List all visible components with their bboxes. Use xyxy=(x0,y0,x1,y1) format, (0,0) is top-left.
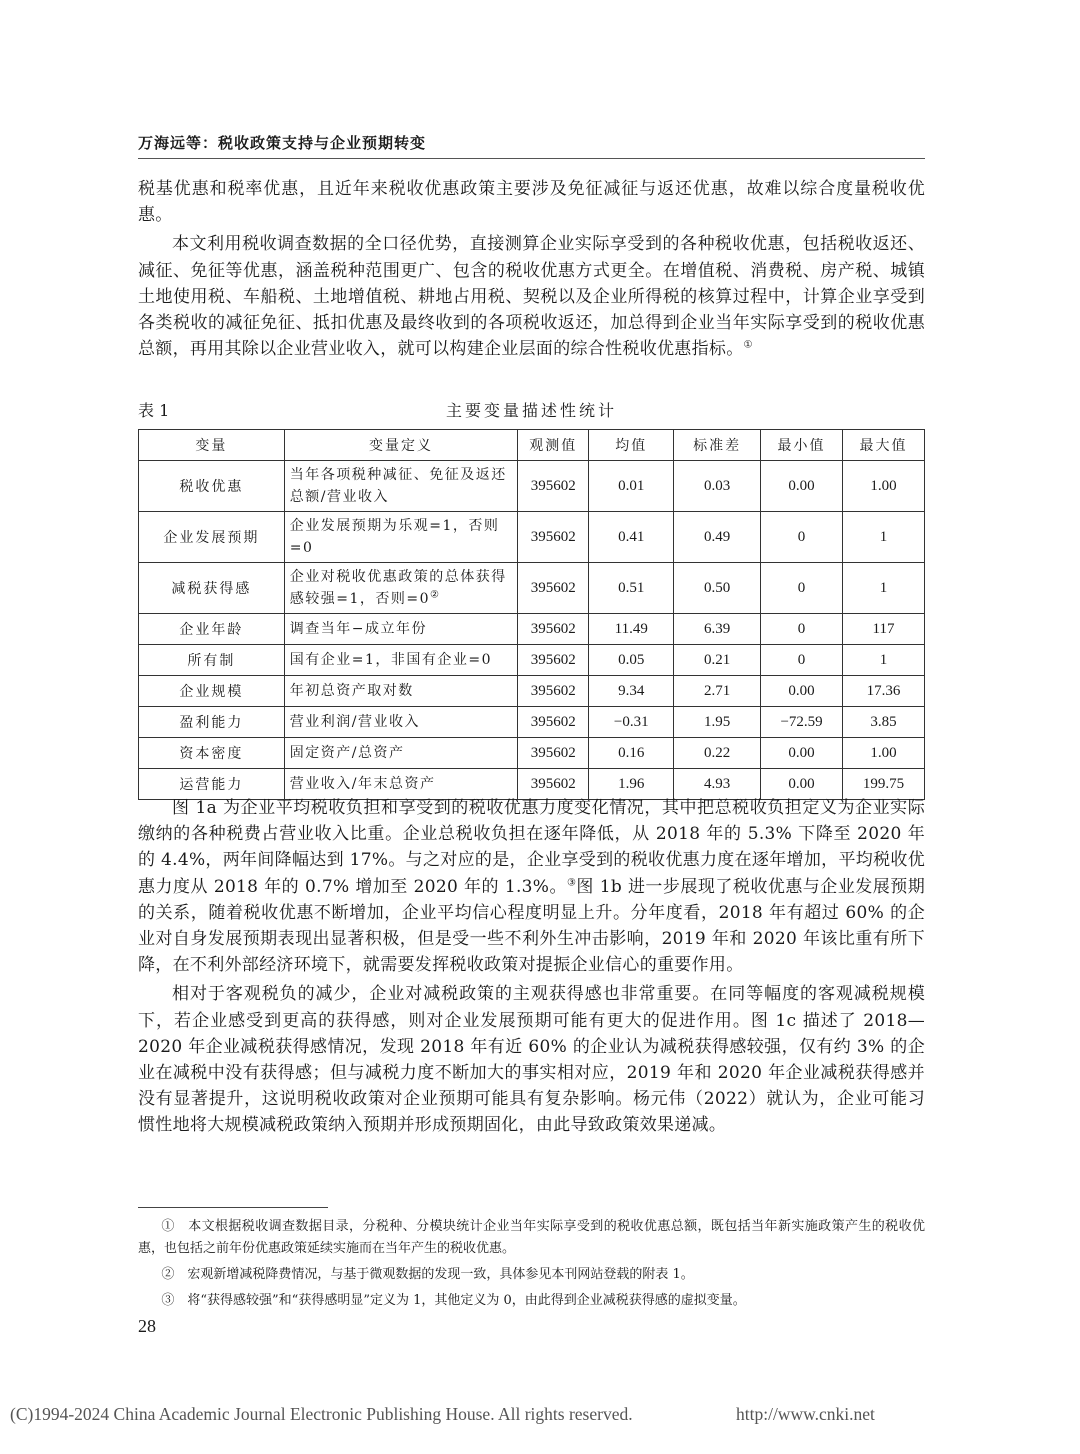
cell-max: 1 xyxy=(843,645,925,676)
definition-text: 企业对税收优惠政策的总体获得感较强=1，否则=0 xyxy=(289,569,507,607)
cell-variable: 盈利能力 xyxy=(139,707,285,738)
cell-variable: 企业发展预期 xyxy=(139,512,285,563)
definition-text: 当年各项税种减征、免征及返还总额/营业收入 xyxy=(289,467,507,505)
definition-text: 年初总资产取对数 xyxy=(289,683,414,699)
cell-min: −72.59 xyxy=(761,707,843,738)
cell-definition xyxy=(284,614,518,645)
col-header-n: 观测值 xyxy=(518,430,589,461)
cell-definition xyxy=(284,512,518,563)
col-header-mean: 均值 xyxy=(589,430,674,461)
cell-n: 395602 xyxy=(518,563,589,614)
paragraph-2-text: 本文利用税收调查数据的全口径优势，直接测算企业实际享受到的各种税收优惠，包括税收返还、减征、免征等优惠，涵盖税种范围更广、包含的税收优惠方式更全。在增值税、消费税、房产税、城镇土地使用税、车船税、土地增值税、耕地占用税、契税以及企业所得税的核算过程中，计算企业享受到各类税收的减征免征、抵扣优惠及最终收到的各项税收返还，加总得到企业当年实际享受到的税收优惠总额，再用其除以企业营业收入，就可以构建企业层面的综合性税收优惠指标。 xyxy=(138,234,925,360)
cell-max: 1 xyxy=(843,563,925,614)
definition-text: 营业收入/年末总资产 xyxy=(289,776,436,792)
paragraph-2 xyxy=(138,231,925,362)
cell-n: 395602 xyxy=(518,676,589,707)
cell-mean: 0.51 xyxy=(589,563,674,614)
cell-min: 0 xyxy=(761,512,843,563)
cell-min: 0 xyxy=(761,563,843,614)
paragraph-1: 税基优惠和税率优惠，且近年来税收优惠政策主要涉及免征减征与返还优惠，故难以综合度量税收优惠。 xyxy=(138,179,925,226)
cell-min: 0.00 xyxy=(761,676,843,707)
cell-max: 1 xyxy=(843,512,925,563)
definition-text: 调查当年−成立年份 xyxy=(289,621,427,637)
cell-definition xyxy=(284,738,518,769)
footnotes xyxy=(138,1216,925,1316)
cell-sd: 1.95 xyxy=(674,707,761,738)
footnote-1: ① 本文根据税收调查数据目录，分税种、分模块统计企业当年实际享受到的税收优惠总额，既包括当年新实施政策产生的税收优惠，也包括之前年份优惠政策延续实施而在当年产生的税收优惠。 xyxy=(138,1219,925,1256)
cell-mean: 0.16 xyxy=(589,738,674,769)
cell-sd: 4.93 xyxy=(674,769,761,800)
definition-text: 固定资产/总资产 xyxy=(289,745,405,761)
paragraph-4: 相对于客观税负的减少，企业对减税政策的主观获得感也非常重要。在同等幅度的客观减税规模下，若企业感受到更高的获得感，则对企业发展预期可能有更大的促进作用。图 1c 描述了 2018—2020 年企业减税获得感情况，发现 2018 年有近 60% 的企业认为减税获得感较强，仅有约 3% 的企业在减税中没有获得感；但与减税力度不断加大的事实相对应，2019 年和 2020 年企业减税获得感并没有显著提升，这说明税收政策对企业预期可能具有复杂影响。杨元伟（2022）就认为，企业可能习惯性地将大规模减税政策纳入预期并形成预期固化，由此导致政策效果递减。 xyxy=(138,984,925,1136)
copyright-notice: (C)1994-2024 China Academic Journal Electronic Publishing House. All rights reserved. xyxy=(10,1404,633,1424)
table-number: 表 1 xyxy=(138,401,170,420)
definition-text: 企业发展预期为乐观=1，否则=0 xyxy=(289,518,500,556)
definition-text: 国有企业=1，非国有企业=0 xyxy=(289,652,493,668)
cell-mean: −0.31 xyxy=(589,707,674,738)
cell-sd: 0.49 xyxy=(674,512,761,563)
discussion-text xyxy=(138,795,925,1142)
footnote-2: ② 宏观新增减税降费情况，与基于微观数据的发现一致，具体参见本刊网站登载的附表 1。 xyxy=(161,1267,694,1282)
cell-min: 0.00 xyxy=(761,738,843,769)
cell-min: 0.00 xyxy=(761,461,843,512)
col-header-definition: 变量定义 xyxy=(284,430,518,461)
cell-sd: 0.22 xyxy=(674,738,761,769)
descriptive-stats-table xyxy=(138,429,925,800)
cell-max: 199.75 xyxy=(843,769,925,800)
cell-sd: 0.21 xyxy=(674,645,761,676)
cell-mean: 0.41 xyxy=(589,512,674,563)
running-header: 万海远等：税收政策支持与企业预期转变 xyxy=(138,134,427,152)
cell-max: 1.00 xyxy=(843,738,925,769)
table-row xyxy=(139,645,925,676)
cell-max: 17.36 xyxy=(843,676,925,707)
header-rule xyxy=(138,158,925,159)
paragraph-3a: 图 1a 为企业平均税收负担和享受到的税收优惠力度变化情况，其中把总税收负担定义为企业实际缴纳的各种税费占营业收入比重。企业总税收负担在逐年降低，从 2018 年的 5.3% 下降至 2020 年的 4.4%，两年间降幅达到 17%。与之对应的是，企业享受到的税收优惠力度在逐年增加，平均税收优惠力度从 2018 年的 0.7% 增加至 2020 年的 1.3%。 xyxy=(138,798,925,897)
table-row xyxy=(139,563,925,614)
cell-variable: 运营能力 xyxy=(139,769,285,800)
cell-definition xyxy=(284,461,518,512)
cell-definition xyxy=(284,563,518,614)
cell-variable: 企业年龄 xyxy=(139,614,285,645)
cell-variable: 企业规模 xyxy=(139,676,285,707)
cell-n: 395602 xyxy=(518,769,589,800)
table-row xyxy=(139,512,925,563)
col-header-sd: 标准差 xyxy=(674,430,761,461)
cell-mean: 0.01 xyxy=(589,461,674,512)
page-number: 28 xyxy=(138,1316,156,1336)
cell-mean: 1.96 xyxy=(589,769,674,800)
cell-variable: 减税获得感 xyxy=(139,563,285,614)
cell-mean: 0.05 xyxy=(589,645,674,676)
cell-n: 395602 xyxy=(518,614,589,645)
paragraph-3b: 图 1b 进一步展现了税收优惠与企业发展预期的关系，随着税收优惠不断增加，企业平均信心程度明显上升。分年度看，2018 年有超过 60% 的企业对自身发展预期表现出显著积极，但是受一些不利外生冲击影响，2019 年和 2020 年该比重有所下降，在不利外部经济环境下，就需要发挥税收政策对提振企业信心的重要作用。 xyxy=(138,876,926,976)
table-row xyxy=(139,707,925,738)
cell-mean: 11.49 xyxy=(589,614,674,645)
cell-definition xyxy=(284,645,518,676)
footnote-rule xyxy=(138,1207,328,1208)
table-row xyxy=(139,461,925,512)
col-header-min: 最小值 xyxy=(761,430,843,461)
cell-sd: 0.50 xyxy=(674,563,761,614)
table-row xyxy=(139,676,925,707)
footnote-ref-1[interactable]: ① xyxy=(743,339,753,351)
cell-max: 3.85 xyxy=(843,707,925,738)
cell-variable: 税收优惠 xyxy=(139,461,285,512)
footnote-3: ③ 将“获得感较强”和“获得感明显”定义为 1，其他定义为 0，由此得到企业减税获得感的虚拟变量。 xyxy=(161,1293,746,1308)
table-row xyxy=(139,738,925,769)
footnote-ref-2[interactable]: ② xyxy=(430,589,441,601)
col-header-variable: 变量 xyxy=(139,430,285,461)
cell-n: 395602 xyxy=(518,645,589,676)
cell-min: 0 xyxy=(761,614,843,645)
cell-min: 0.00 xyxy=(761,769,843,800)
paragraph-3 xyxy=(138,795,925,978)
cell-n: 395602 xyxy=(518,707,589,738)
footnote-ref-3[interactable]: ③ xyxy=(566,876,577,888)
cnki-link[interactable]: http://www.cnki.net xyxy=(736,1404,875,1424)
cell-min: 0 xyxy=(761,645,843,676)
cell-definition xyxy=(284,707,518,738)
cell-sd: 6.39 xyxy=(674,614,761,645)
table-title: 主要变量描述性统计 xyxy=(445,401,617,420)
cell-n: 395602 xyxy=(518,461,589,512)
cell-variable: 资本密度 xyxy=(139,738,285,769)
table-header-row xyxy=(139,430,925,461)
definition-text: 营业利润/营业收入 xyxy=(289,714,420,730)
cell-definition xyxy=(284,676,518,707)
cell-n: 395602 xyxy=(518,738,589,769)
intro-text xyxy=(138,176,925,365)
table-row xyxy=(139,614,925,645)
cell-mean: 9.34 xyxy=(589,676,674,707)
cell-variable: 所有制 xyxy=(139,645,285,676)
cell-max: 1.00 xyxy=(843,461,925,512)
cell-sd: 2.71 xyxy=(674,676,761,707)
cell-n: 395602 xyxy=(518,512,589,563)
cell-max: 117 xyxy=(843,614,925,645)
col-header-max: 最大值 xyxy=(843,430,925,461)
table-caption xyxy=(138,398,925,422)
cell-sd: 0.03 xyxy=(674,461,761,512)
